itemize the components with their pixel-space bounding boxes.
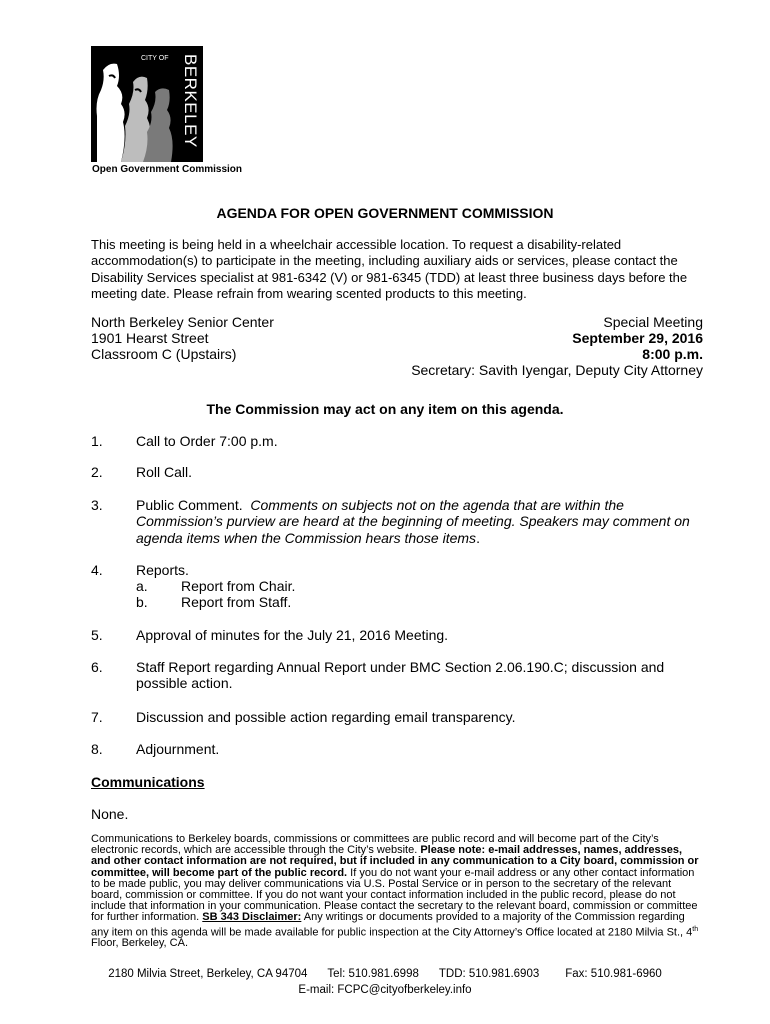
- item-number: 4.: [91, 562, 103, 578]
- public-comment-label: Public Comment.: [136, 497, 243, 513]
- footer-fax: Fax: 510.981-6960: [565, 968, 662, 980]
- disclaimer-text: Any writings or documents provided to a majority of the Commission regarding any item on this agenda will be made available for public inspection at the City Attorney’s Office located at 2180 Milvia St., 4: [91, 911, 693, 939]
- agenda-item-text: Roll Call.: [136, 464, 193, 480]
- footer-contact-line: [0, 968, 770, 980]
- disclaimer-text: Communications to Berkeley boards, commissions or committees are public record and will become part of the City’s electronic records, which are accessible through the City’s website.: [91, 833, 659, 857]
- communications-none: None.: [91, 806, 129, 822]
- sub-item-text: Report from Staff.: [181, 594, 292, 610]
- meeting-date: September 29, 2016: [572, 330, 703, 346]
- location-line-1: North Berkeley Senior Center: [91, 314, 274, 330]
- footer-tel: Tel: 510.981.6998: [327, 968, 419, 980]
- public-comment-description: Comments on subjects not on the agenda that are within the Commission’s purview are heard at the beginning of meeting. Speakers may comment on agenda items when the Commission hears those items: [136, 497, 690, 546]
- public-record-disclaimer: [91, 834, 703, 950]
- agenda-item-text: Staff Report regarding Annual Report under BMC Section 2.06.190.C; discussion and possible action.: [136, 659, 665, 692]
- accessibility-notice: This meeting is being held in a wheelchair accessible location. To request a disability-related accommodation(s) to participate in the meeting, including auxiliary aids or services, please contact the Disability Services specialist at 981-6342 (V) or 981-6345 (TDD) at least three business days before the meeting date. Please refrain from wearing scented products to this meeting.: [91, 237, 688, 301]
- agenda-item-text: Call to Order 7:00 p.m.: [136, 433, 278, 449]
- item-number: 1.: [91, 433, 103, 449]
- sub-item-letter: b.: [136, 594, 148, 610]
- footer-email[interactable]: E-mail: FCPC@cityofberkeley.info: [298, 984, 472, 996]
- item-number: 8.: [91, 741, 103, 757]
- sb343-label: SB 343 Disclaimer:: [202, 911, 302, 924]
- commission-action-note: The Commission may act on any item on this agenda.: [206, 401, 564, 417]
- meeting-secretary: Secretary: Savith Iyengar, Deputy City Attorney: [411, 362, 703, 378]
- item-number: 5.: [91, 627, 103, 643]
- disclaimer-text: If you do not want your e-mail address or any other contact information to be made public, you may deliver communications via U.S. Postal Service or in person to the secretary of the relevant board, commission or committee. If you do not want your contact information included in the public record, please do not include that information in your communication. Please contact the secretary to the relevant board, commission or committee for further information.: [91, 866, 698, 924]
- footer-address: 2180 Milvia Street, Berkeley, CA 94704: [108, 968, 308, 980]
- public-comment-tail: .: [476, 529, 480, 546]
- item-number: 6.: [91, 659, 103, 675]
- item-number: 2.: [91, 464, 103, 480]
- agenda-item-text: Adjournment.: [136, 741, 220, 757]
- commission-name: Open Government Commission: [92, 164, 243, 175]
- logo-small-text: CITY OF: [141, 55, 169, 62]
- sub-item-text: Report from Chair.: [181, 578, 296, 594]
- footer-tdd: TDD: 510.981.6903: [438, 968, 540, 980]
- sub-item-letter: a.: [136, 578, 148, 594]
- item-number: 3.: [91, 497, 103, 513]
- location-line-3: Classroom C (Upstairs): [91, 346, 237, 362]
- agenda-title: AGENDA FOR OPEN GOVERNMENT COMMISSION: [216, 205, 554, 221]
- agenda-item-text: Discussion and possible action regarding email transparency.: [136, 709, 516, 725]
- location-line-2: 1901 Hearst Street: [91, 330, 209, 346]
- disclaimer-bold-note: Please note: e-mail addresses, names, addresses, and other contact information are not required, but if included in any communication to a City board, commission or committee, will become part of the public record.: [91, 844, 699, 879]
- floor-superscript: th: [692, 925, 699, 933]
- city-of-berkeley-logo: [91, 46, 203, 162]
- agenda-item-text: Approval of minutes for the July 21, 2016 Meeting.: [136, 627, 449, 643]
- meeting-time: 8:00 p.m.: [642, 346, 703, 362]
- agenda-item-public-comment: [136, 497, 696, 546]
- agenda-item-text: Reports.: [136, 562, 189, 578]
- disclaimer-text: Floor, Berkeley, CA.: [91, 937, 188, 950]
- communications-heading: Communications: [91, 774, 205, 790]
- meeting-type: Special Meeting: [603, 314, 703, 330]
- item-number: 7.: [91, 709, 103, 725]
- logo-large-text: BERKELEY: [181, 54, 200, 148]
